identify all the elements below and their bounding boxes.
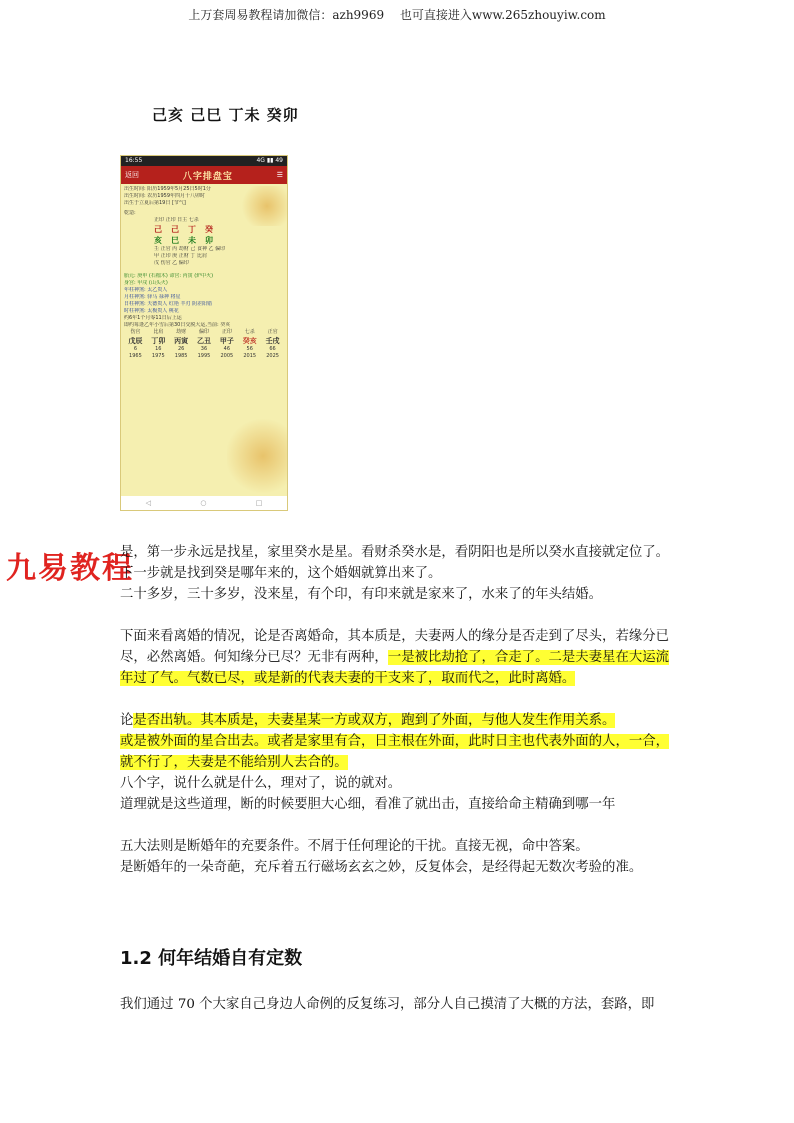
dizhi-row: 亥巳未卯	[154, 236, 222, 245]
dayun-label: 劫财	[176, 329, 187, 335]
article-body	[120, 542, 676, 878]
paragraph-text: 是断婚年的一朵奇葩，充斥着五行磁场玄玄之妙，反复体会，是经得起无数次考验的准。	[120, 860, 643, 875]
paragraph-text: 下面来看离婚的情况，论是否离婚命，其本质是，夫妻两人的缘分是否走到了尽头，若缘分已尽，必然离婚。何知缘分已尽？无非有两种，	[120, 629, 670, 665]
header-website-text: 也可直接进入www.265zhouyiw.com	[399, 8, 606, 22]
info-line: 出生于立夏后第19日 [节气]	[124, 200, 186, 206]
app-logo: 八字排盘宝	[182, 171, 233, 182]
dayun-age: 46	[223, 346, 231, 352]
tiangan-row: 己己丁癸	[154, 225, 222, 234]
extra-line: 身宫: 甲戌 (山头火)	[124, 280, 168, 286]
article-paragraph	[120, 857, 676, 878]
bazi-title: 己亥 己巳 丁未 癸卯	[152, 106, 299, 124]
extra-line: 时柱神煞: 太极贵人 桃花	[124, 308, 179, 314]
canggan-line: 甲 正印 庚 正财 丁 比肩	[154, 253, 207, 259]
dayun-age: 6	[133, 346, 138, 352]
dayun-labels	[124, 329, 284, 336]
dayun-label: 偏印	[198, 329, 209, 335]
article-paragraph	[120, 626, 676, 689]
paragraph-text: 五大法则是断婚年的充要条件。不屑于任何理论的干扰。直接无视，命中答案。	[120, 839, 589, 854]
extra-line: 月柱神煞: 驿马 禄神 将星	[124, 294, 181, 300]
qiankun-label: 乾造:	[124, 210, 136, 216]
dayun-year: 1975	[151, 353, 165, 359]
recent-nav-icon[interactable]: □	[255, 499, 263, 507]
article-paragraph	[120, 563, 676, 584]
dayun-pillar: 壬戌	[265, 337, 280, 345]
dayun-year: 1995	[197, 353, 211, 359]
app-title-bar	[121, 166, 287, 184]
dayun-year: 1965	[129, 353, 142, 359]
dayun-pillar: 乙丑	[196, 337, 211, 345]
dayun-label: 伤官	[130, 329, 141, 335]
dayun-pillar: 戊辰	[128, 337, 143, 345]
watermark-logo: 九易教程	[6, 551, 134, 586]
status-icons: 4G ▮▮ 49	[256, 157, 283, 164]
paragraph-gap	[120, 815, 676, 836]
extra-line: 年柱神煞: 太乙贵人	[124, 287, 168, 293]
dayun-label: 比肩	[153, 329, 164, 335]
home-nav-icon[interactable]: ○	[200, 499, 207, 507]
dayun-pillar: 丙寅	[174, 337, 189, 345]
info-line: 出生时间: 阳历1959年5月25日5时1分	[124, 186, 211, 192]
extra-line: 约6年1个月零11日后上运	[124, 315, 182, 321]
paragraph-gap	[120, 605, 676, 626]
dragon-decoration-lower	[227, 416, 287, 496]
paragraph-text: 下一步就是找到癸是哪年来的，这个婚姻就算出来了。	[120, 566, 442, 581]
dayun-years	[124, 353, 284, 360]
article-paragraph	[120, 710, 676, 731]
article-paragraph	[120, 836, 676, 857]
dayun-age: 26	[177, 346, 185, 352]
dayun-year: 1985	[174, 353, 188, 359]
dayun-pillar: 甲子	[219, 337, 234, 345]
article-paragraph	[120, 731, 676, 773]
dragon-decoration	[237, 186, 287, 226]
dayun-year: 2015	[243, 353, 257, 359]
dayun-pillar-current[interactable]: 癸亥	[242, 337, 257, 345]
dayun-label: 正官	[267, 329, 278, 335]
dayun-pillar: 丁卯	[151, 337, 166, 345]
back-nav-icon[interactable]: ◁	[145, 499, 152, 507]
paragraph-gap	[120, 689, 676, 710]
highlighted-text: 是否出轨。其本质是，夫妻星某一方或双方，跑到了外面，与他人发生作用关系。	[133, 713, 616, 728]
phone-nav-bar	[121, 496, 287, 510]
article-paragraph	[120, 584, 676, 605]
paragraph-text: 是，第一步永远是找星，家里癸水是星。看财杀癸水是，看阴阳也是所以癸水直接就定位了。	[120, 545, 670, 560]
dayun-age: 56	[246, 346, 253, 352]
dayun-year: 2005	[220, 353, 234, 359]
dayun-age: 66	[269, 346, 276, 352]
paragraph-text: 八个字，说什么就是什么，理对了，说的就对。	[120, 776, 402, 791]
highlighted-text: 或是被外面的星合出去。或者是家里有合，日主根在外面，此时日主也代表外面的人，一合，就不行了，夫妻是不能给别人去合的。	[120, 734, 670, 770]
section-heading: 1.2 何年结婚自有定数	[120, 948, 303, 969]
extra-line: 日柱神煞: 天德贵人 红艳 羊刃 阴差阳错	[124, 301, 213, 307]
paragraph-text: 二十多岁，三十多岁，没来星，有个印，有印来就是家来了，水来了的年头结婚。	[120, 587, 603, 602]
article-paragraph	[120, 794, 676, 815]
article-paragraph	[120, 542, 676, 563]
dayun-pillars	[124, 336, 284, 346]
article-paragraph: 我们通过 70 个大家自己身边人命例的反复练习，部分人自己摸清了大概的方法，套路，即	[120, 997, 655, 1012]
status-time: 16:55	[125, 157, 143, 164]
dayun-age: 16	[155, 346, 162, 352]
back-button[interactable]: 返回	[125, 171, 139, 179]
highlighted-text: 一是被比劫抢了，合走了。二是夫妻星在大运流年过了气。气数已尽，或是新的代表夫妻的干支来了，取而代之，此时离婚。	[120, 650, 670, 686]
header-wechat-text: 上万套周易教程请加微信：azh9969	[188, 8, 385, 22]
extra-line: 即约每逢乙年小雪后第30日交脱大运,当前: 癸亥	[124, 322, 231, 328]
page-header	[0, 6, 794, 23]
dayun-ages	[124, 346, 284, 353]
paragraph-text: 道理就是这些道理，断的时候要胆大心细，看准了就出击，直接给命主精确到哪一年	[120, 797, 616, 812]
phone-status-bar	[121, 156, 287, 166]
dayun-age: 36	[200, 346, 208, 352]
dayun-year: 2025	[266, 353, 279, 359]
canggan-line: 壬 正官 丙 劫财 己 食神 乙 偏印	[154, 246, 226, 252]
hamburger-menu-icon[interactable]: ☰	[276, 171, 283, 179]
paragraph-text: 论	[120, 713, 134, 728]
shishen-row: 正印 正印 日主 七杀	[154, 217, 199, 223]
info-line: 出生时间: 农历1959年四月十八卯时	[124, 193, 206, 199]
canggan-line: 戊 伤官 乙 偏印	[154, 260, 189, 266]
extra-line: 胎元: 庚申 (石榴木) 命宫: 丙寅 (炉中火)	[124, 273, 214, 279]
dayun-label: 七杀	[244, 329, 255, 335]
article-paragraph	[120, 773, 676, 794]
app-screenshot	[120, 155, 288, 511]
dayun-label: 正印	[221, 329, 232, 335]
